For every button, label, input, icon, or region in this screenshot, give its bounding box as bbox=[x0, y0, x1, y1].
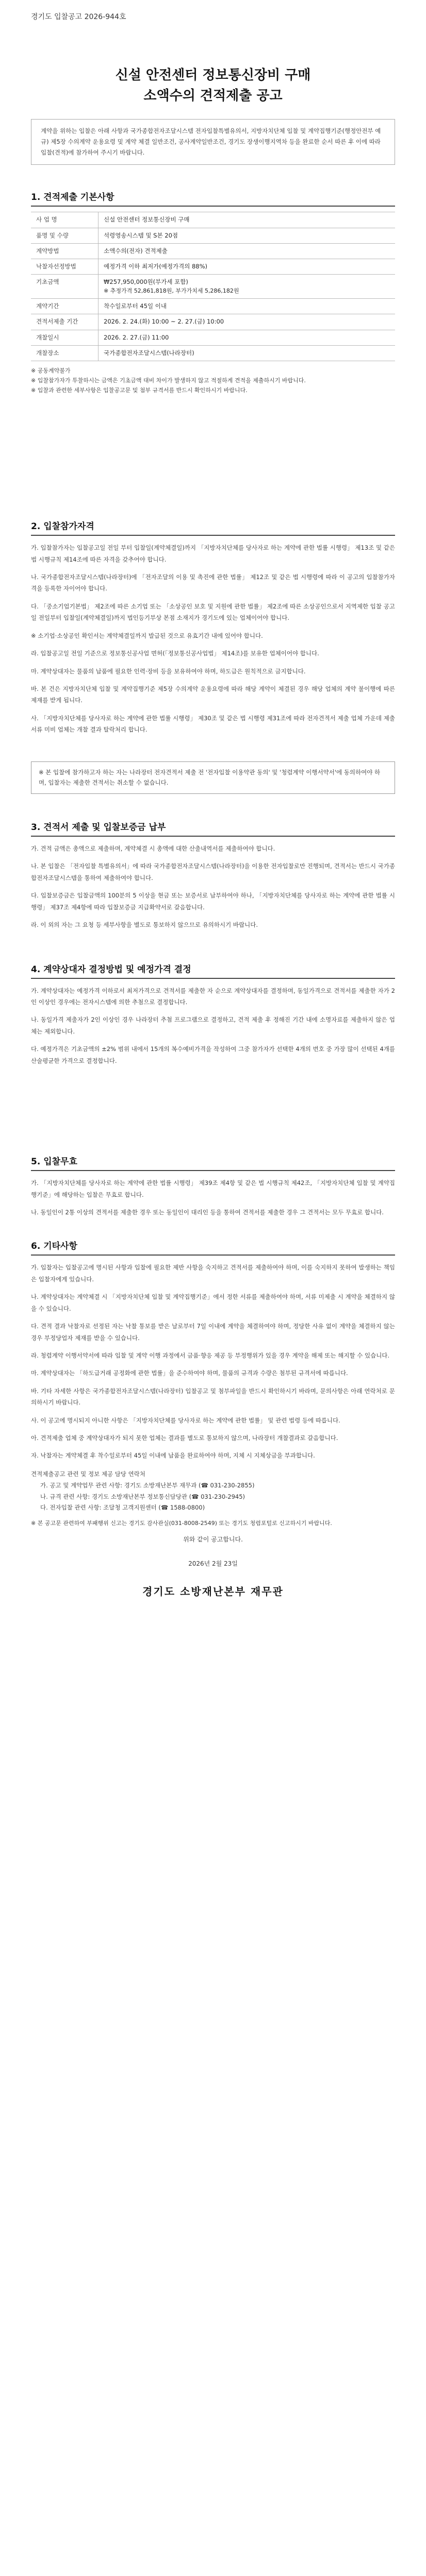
section-1-notes bbox=[31, 366, 395, 395]
notice-date: 2026년 2월 23일 bbox=[188, 1560, 238, 1567]
info-value-text: 2026. 2. 24.(화) 10:00 ~ 2. 27.(금) 10:00 bbox=[104, 318, 224, 326]
section-3-body bbox=[31, 843, 395, 931]
paragraph: 다. 견적 결과 낙찰자로 선정된 자는 낙찰 통보를 받은 날로부터 7일 이내에 계약을 체결하여야 하며, 정당한 사유 없이 계약을 체결하지 않는 경우 부정당업자 제재를 받을 수 있습니다. bbox=[31, 1323, 395, 1342]
info-row bbox=[31, 228, 395, 243]
paragraph: 다. 「중소기업기본법」 제2조에 따른 소기업 또는 「소상공인 보호 및 지원에 관한 법률」 제2조에 따른 소상공인으로서 지역제한 입찰 공고일 전일부터 입찰일(계약체결일)까지 법인등기부상 본점 소재지가 경기도에 있는 업체이어야 합니다. bbox=[31, 602, 395, 622]
signature: 경기도 소방재난본부 재무관 bbox=[142, 1585, 284, 1598]
section-2-heading: 2. 입찰참가자격 bbox=[31, 519, 395, 536]
info-row bbox=[31, 212, 395, 228]
info-value bbox=[99, 299, 396, 314]
info-value bbox=[99, 212, 396, 228]
info-key: 품명 및 수량 bbox=[31, 228, 99, 243]
paragraph: 가. 계약상대자는 예정가격 이하로서 최저가격으로 견적서를 제출한 자 순으로 계약상대자를 결정하며, 동일가격으로 견적서를 제출한 자가 2인 이상인 경우에는 전자시스템에 의한 추첨으로 결정합니다. bbox=[31, 987, 395, 1006]
intro-box: 계약을 위하는 입찰은 아래 사항과 국가종합전자조달시스템 전자입찰특별유의서, 지방자치단체 입찰 및 계약집행기준(행정안전부 예규) 제5장 수의계약 운용요령 및 계약 체결 일반조건, 공사계약일반조건, 경기도 장생이행지역차 등을 완료한 순서 따른 후 이에 따라 입찰(견적)에 참가하여 주시기 바랍니다. bbox=[31, 119, 395, 165]
paragraph: 사. 「지방자치단체를 당사자로 하는 계약에 관한 법률 시행령」 제30조 및 같은 법 시행령 제31조에 따라 전자견적서 제출 업체 가운데 제출서류 미비 업체는 개찰 결과 탈락처리 합니다. bbox=[31, 714, 395, 734]
section-1-heading: 1. 견적제출 기본사항 bbox=[31, 190, 395, 207]
title-line-2: 소액수의 견적제출 공고 bbox=[143, 88, 283, 104]
info-key: 개찰일시 bbox=[31, 330, 99, 345]
info-value-text: 신설 안전센터 정보통신장비 구매 bbox=[104, 216, 190, 224]
section-4-heading: 4. 계약상대자 결정방법 및 예정가격 결정 bbox=[31, 962, 395, 979]
info-value bbox=[99, 345, 396, 361]
paragraph: 마. 계약상대자는 물품의 납품에 필요한 인력·장비 등을 보유하여야 하며, 하도급은 원칙적으로 금지합니다. bbox=[31, 667, 306, 675]
info-value-text: 소액수의(전자) 견적제출 bbox=[104, 247, 168, 255]
title-line-1: 신설 안전센터 정보통신장비 구매 bbox=[115, 67, 311, 83]
section-6-body bbox=[31, 1262, 395, 1461]
paragraph: 나. 계약상대자는 계약체결 시 「지방자치단체 입찰 및 계약집행기준」에서 정한 서류를 제출하여야 하며, 서류 미제출 시 계약을 체결하지 않을 수 있습니다. bbox=[31, 1293, 395, 1312]
contact-line: 가. 공고 및 계약업무 관련 사항: 경기도 소방재난본부 재무과 (☎ 031-230-2855) bbox=[40, 1481, 255, 1489]
paragraph: 나. 본 입찰은 「전자입찰 특별유의서」에 따라 국가종합전자조달시스템(나라장터)을 이용한 전자입찰로만 진행되며, 견적서는 반드시 국가종합전자조달시스템을 통하여 제출하여야 합니다. bbox=[31, 862, 395, 882]
info-value bbox=[99, 243, 396, 259]
paragraph: 가. 입찰자는 입찰공고에 명시된 사항과 입찰에 필요한 제반 사항을 숙지하고 견적서를 제출하여야 하며, 이를 숙지하지 못하여 발생하는 책임은 입찰자에게 있습니다. bbox=[31, 1264, 395, 1283]
info-value-text: ₩257,950,000원(부가세 포함) bbox=[104, 278, 188, 286]
info-row bbox=[31, 259, 395, 275]
info-value bbox=[99, 228, 396, 243]
info-value-subtext: ※ 추정가격 52,861,818원, 부가가치세 5,286,182원 bbox=[104, 287, 239, 294]
paragraph: 가. 입찰참가자는 입찰공고일 전일 부터 입찰일(계약체결일)까지 「지방자치단체를 당사자로 하는 계약에 관한 법률 시행령」 제13조 및 같은 법 시행규칙 제14조에 따른 자격을 갖추어야 합니다. bbox=[31, 544, 395, 563]
info-key: 계약방법 bbox=[31, 243, 99, 259]
info-row bbox=[31, 243, 395, 259]
contact-line: 나. 규격 관련 사항: 경기도 소방재난본부 정보통신담당관 (☎ 031-230-2945) bbox=[40, 1493, 245, 1500]
note-line: ※ 공동계약불가 bbox=[31, 367, 71, 375]
info-table bbox=[31, 212, 395, 361]
paragraph: 라. 이 외의 자는 그 요청 등 세부사항을 별도로 통보하지 않으므로 유의하시기 바랍니다. bbox=[31, 921, 258, 929]
closing-text: 위와 같이 공고합니다. bbox=[183, 1535, 243, 1543]
info-row bbox=[31, 299, 395, 314]
info-key: 개찰장소 bbox=[31, 345, 99, 361]
paragraph: 가. 견적 금액은 총액으로 제출하며, 계약체결 시 총액에 대한 산출내역서를 제출하여야 합니다. bbox=[31, 845, 275, 853]
info-row bbox=[31, 275, 395, 299]
paragraph: 라. 입찰공고일 전일 기준으로 정보통신공사업 면허(「정보통신공사업법」 제14조)를 보유한 업체이어야 합니다. bbox=[31, 650, 319, 657]
contact-line: 다. 전자입찰 관련 사항: 조달청 고객지원센터 (☎ 1588-0800) bbox=[40, 1504, 205, 1512]
info-value-text: 착수일로부터 45일 이내 bbox=[104, 302, 167, 310]
section-2-body bbox=[31, 542, 395, 735]
paragraph: 사. 이 공고에 명시되지 아니한 사항은 「지방자치단체를 당사자로 하는 계약에 관한 법률」 및 관련 법령 등에 따릅니다. bbox=[31, 1416, 340, 1424]
paragraph: ※ 소기업·소상공인 확인서는 계약체결일까지 발급된 것으로 유효기간 내에 있어야 합니다. bbox=[31, 632, 263, 639]
info-value-text: 석령영송시스템 및 S본 20점 bbox=[104, 231, 178, 239]
notice-number: 경기도 입찰공고 2026-944호 bbox=[31, 13, 126, 21]
info-key: 사 업 명 bbox=[31, 212, 99, 228]
info-key: 견적서제출 기간 bbox=[31, 314, 99, 330]
info-key: 기초금액 bbox=[31, 275, 99, 299]
paragraph: 다. 예정가격은 기초금액의 ±2% 범위 내에서 15개의 복수예비가격을 작성하여 그중 참가자가 선택한 4개의 번호 중 가장 많이 선택된 4개를 산술평균한 가격으로 결정합니다. bbox=[31, 1045, 395, 1064]
section-6-heading: 6. 기타사항 bbox=[31, 1239, 395, 1256]
notice-box: ※ 본 입찰에 참가하고자 하는 자는 나라장터 전자견적서 제출 전 '전자입찰 이용약관 동의' 및 '청렴계약 이행서약서'에 동의하여야 하며, 입찰자는 제출한 견적서는 취소할 수 없습니다. bbox=[31, 761, 395, 794]
paragraph: 바. 본 건은 지방자치단체 입찰 및 계약집행기준 제5장 수의계약 운용요령에 따라 해당 계약이 체결된 경우 해당 업체의 계약 불이행에 따른 제재를 받게 됩니다. bbox=[31, 685, 395, 704]
paragraph: 자. 낙찰자는 계약체결 후 착수일로부터 45일 이내에 납품을 완료하여야 하며, 지체 시 지체상금을 부과합니다. bbox=[31, 1452, 315, 1460]
section-5-body bbox=[31, 1177, 395, 1218]
info-value-text: 예정가격 이하 최저가(예정가격의 88%) bbox=[104, 263, 208, 270]
info-value-text: 2026. 2. 27.(금) 11:00 bbox=[104, 333, 169, 341]
paragraph: 나. 동일인이 2통 이상의 견적서를 제출한 경우 또는 동일인이 대리인 등을 통하여 견적서를 제출한 경우 그 견적서는 모두 무효로 합니다. bbox=[31, 1208, 384, 1216]
section-3-heading: 3. 견적서 제출 및 입찰보증금 납부 bbox=[31, 820, 395, 837]
section-4-body bbox=[31, 985, 395, 1067]
info-value bbox=[99, 330, 396, 345]
info-row bbox=[31, 330, 395, 345]
paragraph: 나. 국가종합전자조달시스템(나라장터)에 「전자조달의 이용 및 촉진에 관한 법률」 제12조 및 같은 법 시행령에 따라 이 공고의 입찰참가자격을 등록한 자이어야 합니다. bbox=[31, 573, 395, 592]
contact-heading: 견적제출공고 관련 및 정보 제공 담당 연락처 bbox=[31, 1470, 145, 1478]
paragraph: 라. 청렴계약 이행서약서에 따라 입찰 및 계약 이행 과정에서 금품·향응 제공 등 부정행위가 있을 경우 계약을 해제 또는 해지할 수 있습니다. bbox=[31, 1351, 390, 1359]
info-row bbox=[31, 345, 395, 361]
page-title bbox=[31, 65, 395, 107]
info-row bbox=[31, 314, 395, 330]
info-value-text: 국가종합전자조달시스템(나라장터) bbox=[104, 349, 194, 357]
note-line: ※ 입찰참가자가 투찰하시는 금액은 기초금액 대비 차이가 발생하지 않고 적절하게 견적을 제출하시기 바랍니다. bbox=[31, 377, 306, 384]
paragraph: 아. 견적제출 업체 중 계약상대자가 되지 못한 업체는 결과를 별도로 통보하지 않으며, 나라장터 개찰결과로 갈음합니다. bbox=[31, 1434, 338, 1442]
paragraph: 바. 기타 자세한 사항은 국가종합전자조달시스템(나라장터) 입찰공고 및 첨부파일을 반드시 확인하시기 바라며, 문의사항은 아래 연락처로 문의하시기 바랍니다. bbox=[31, 1387, 395, 1406]
paragraph: 마. 계약상대자는 「하도급거래 공정화에 관한 법률」을 준수하여야 하며, 물품의 규격과 수량은 첨부된 규격서에 따릅니다. bbox=[31, 1369, 348, 1377]
info-key: 낙찰자선정방법 bbox=[31, 259, 99, 275]
info-key: 계약기간 bbox=[31, 299, 99, 314]
section-5-heading: 5. 입찰무효 bbox=[31, 1154, 395, 1171]
footnote: ※ 본 공고문 관련하여 부패행위 신고는 경기도 감사관실(031-8008-2549) 또는 경기도 청렴포털로 신고하시기 바랍니다. bbox=[31, 1520, 332, 1527]
paragraph: 나. 동일가격 제출자가 2인 이상인 경우 나라장터 추첨 프로그램으로 결정하고, 견적 제출 후 정해진 기간 내에 소명자료를 제출하지 않은 업체는 제외합니다. bbox=[31, 1016, 395, 1035]
paragraph: 가. 「지방자치단체를 당사자로 하는 계약에 관한 법률 시행령」 제39조 제4항 및 같은 법 시행규칙 제42조, 「지방자치단체 입찰 및 계약집행기준」에 해당하는 입찰은 무효로 합니다. bbox=[31, 1179, 395, 1198]
note-line: ※ 입찰과 관련한 세부사항은 입찰공고문 및 첨부 규격서를 반드시 확인하시기 바랍니다. bbox=[31, 386, 248, 394]
paragraph: 다. 입찰보증금은 입찰금액의 100분의 5 이상을 현금 또는 보증서로 납부하여야 하나, 「지방자치단체를 당사자로 하는 계약에 관한 법률 시행령」 제37조 제4항에 따라 입찰보증금 지급확약서로 갈음합니다. bbox=[31, 892, 395, 911]
info-value bbox=[99, 275, 396, 299]
info-value bbox=[99, 259, 396, 275]
info-value bbox=[99, 314, 396, 330]
contacts-block bbox=[31, 1469, 395, 1514]
